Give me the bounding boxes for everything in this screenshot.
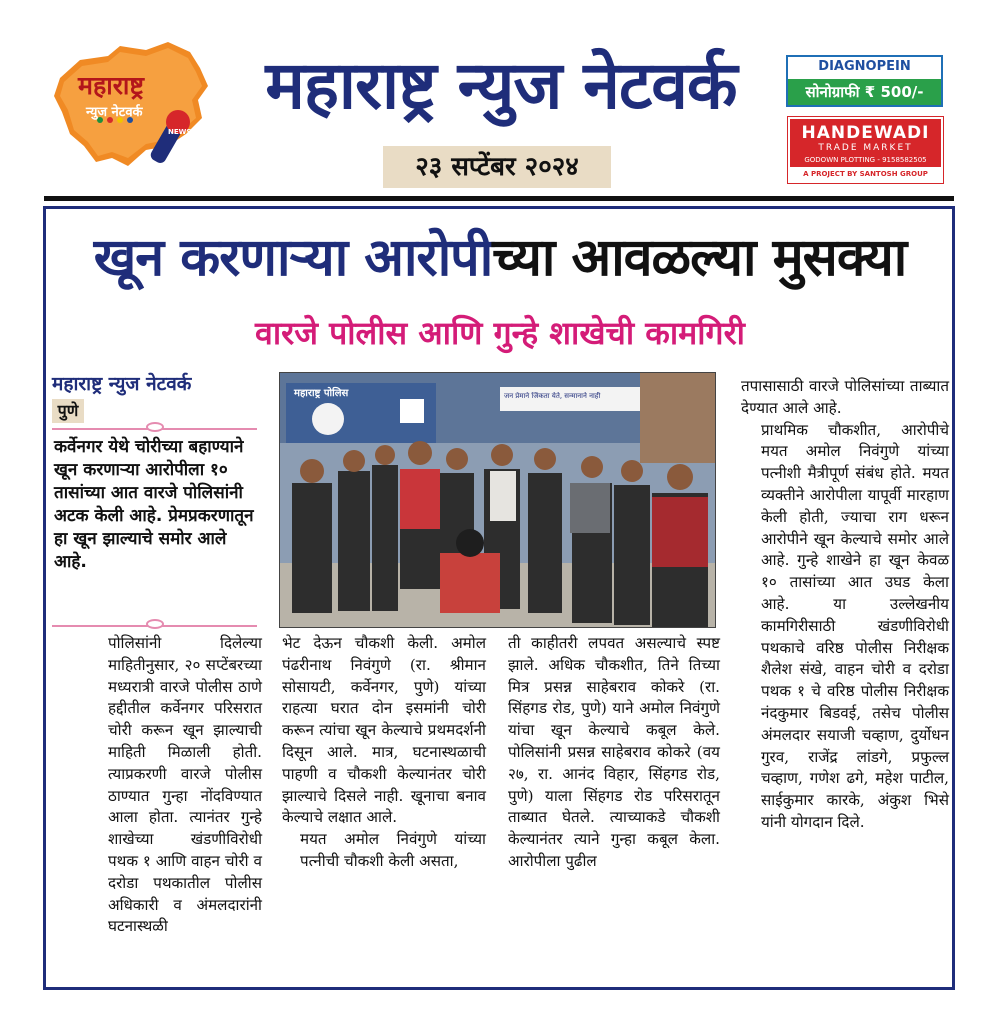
ad-handewadi-footer: A PROJECT BY SANTOSH GROUP [790, 167, 941, 181]
article-column-3 [508, 633, 720, 873]
photo-board-left-text: महाराष्ट्र पोलिस [294, 388, 349, 399]
masthead-title: महाराष्ट्र न्युज नेटवर्क [265, 47, 737, 124]
column-1-paragraph: पोलिसांनी दिलेल्या माहितीनुसार, २० सप्टेंबरच्या मध्यरात्री वारजे पोलीस ठाणे हद्दीतील कर्वेनगर परिसरात चोरी करून खून झाल्याची माहिती मिळाली होती. त्याप्रकरणी वारजे पोलीस ठाण्यात गुन्हा नोंदविण्यात आला होता. त्यानंतर गुन्हे शाखेच्या खंडणीविरोधी पथक १ आणि वाहन चोरी व दरोडा पथकातील पोलीस अधिकारी व अंमलदारांनी घटनास्थळी [108, 634, 262, 936]
ad-diagnopein-brand: DIAGNOPEIN [818, 59, 911, 74]
lead-paragraph: कर्वेनगर येथे चोरीच्या बहाण्याने खून करणाऱ्या आरोपीला १० तासांच्या आत वारजे पोलिसांनी अटक केली आहे. प्रेमप्रकरणातून हा खून झाल्याचे समोर आले आहे. [54, 437, 254, 572]
ad-handewadi-detail: GODOWN PLOTTING - 9158582505 [804, 156, 927, 164]
ad-handewadi-sub: TRADE MARKET [818, 143, 913, 153]
lead-top-ornament [146, 422, 164, 432]
issue-date: २३ सप्टेंबर २०२४ [383, 146, 611, 188]
ad-handewadi-name: HANDEWADI [801, 123, 930, 143]
lead-bottom-ornament [146, 619, 164, 629]
article-column-4 [741, 376, 949, 834]
logo-news-tag: NEWS [168, 128, 192, 136]
column-2-paragraph-1: भेट देऊन चौकशी केली. अमोल पंढरीनाथ निवंगुणे (रा. श्रीमान सोसायटी, कर्वेनगर, पुणे) यांच्या राहत्या घरात दोन इसमांनी चोरी करून त्यांचा खून केल्याचे प्रथमदर्शनी दिसून आले. मात्र, घटनास्थळाची पाहणी व चौकशी केल्यानंतर चोरी झाल्याचे दिसले नाही. खूनाचा बनाव केल्याचे लक्षात आले. [282, 634, 486, 827]
logo-title: महाराष्ट्र [78, 71, 145, 100]
article-photo [279, 372, 716, 628]
article-column-2 [282, 633, 486, 873]
column-4-paragraph-1: तपासासाठी वारजे पोलिसांच्या ताब्यात देण्यात आले आहे. [741, 377, 949, 417]
ad-diagnopein[interactable] [786, 55, 943, 107]
column-3-paragraph: ती काहीतरी लपवत असल्याचे स्पष्ट झाले. अधिक चौकशीत, तिने तिच्या मित्र प्रसन्न साहेबराव कोकरे (रा. सिंहगड रोड, पुणे) याने अमोल निवंगुणे यांचा खून केल्याचे कबूल केले. पोलिसांनी प्रसन्न साहेबराव कोकरे (वय २७, रा. आनंद विहार, सिंहगड रोड, पुणे) याला सिंहगड रोड परिसरातून ताब्यात घेतले. त्याच्याकडे चौकशी केल्यानंतर त्याने गुन्हा कबूल केला. आरोपीला पुढील [508, 634, 720, 870]
header-divider [44, 196, 954, 201]
brand-logo [50, 38, 212, 174]
headline-blue-part: खून करणाऱ्या आरोपी [93, 228, 493, 288]
article-subheadline: वारजे पोलीस आणि गुन्हे शाखेची कामगिरी [255, 314, 745, 352]
ad-handewadi[interactable] [788, 117, 943, 183]
headline-black-part: च्या आवळल्या मुसक्या [492, 228, 907, 288]
article-column-1 [52, 633, 262, 938]
byline: महाराष्ट्र न्युज नेटवर्क [52, 373, 192, 395]
column-4-paragraph-2: प्राथमिक चौकशीत, आरोपीचे मयत अमोल निवंगुणे यांच्या पत्नीशी मैत्रीपूर्ण संबंध होते. मयत व्यक्तीने आरोपीला यापूर्वी मारहाण केली होती, ज्याचा राग धरून आरोपीने खून केल्याचे समोर आले आहे. गुन्हे शाखेने हा खून केवळ १० तासांच्या आत उघड केला आहे. या उल्लेखनीय कामगिरीसाठी खंडणीविरोधी पथकाचे वरिष्ठ पोलीस निरीक्षक शैलेश संखे, वाहन चोरी व दरोडा पथक १ चे वरिष्ठ पोलीस निरीक्षक नंदकुमार बिडवई, तसेच पोलीस अंमलदार सयाजी चव्हाण, दुर्योधन गुरव, राजेंद्र लांडगे, प्रफुल्ल चव्हाण, गणेश ढगे, महेश पाटील, साईकुमार कारके, अंकुश भिसे यांनी योगदान दिले. [761, 420, 949, 831]
dateline-city: पुणे [52, 399, 84, 423]
logo-subtitle: न्युज नेटवर्क [86, 105, 143, 120]
police-team-photo-icon [280, 373, 716, 628]
ad-diagnopein-offer: सोनोग्राफी ₹ 500/- [788, 79, 941, 105]
column-2-paragraph-2: मयत अमोल निवंगुणे यांच्या पत्नीची चौकशी केली असता, [300, 830, 486, 870]
photo-board-right-text: जन प्रेमाने जिंकता येते, सन्मानाने नाही [504, 392, 601, 400]
article-headline [50, 218, 950, 298]
